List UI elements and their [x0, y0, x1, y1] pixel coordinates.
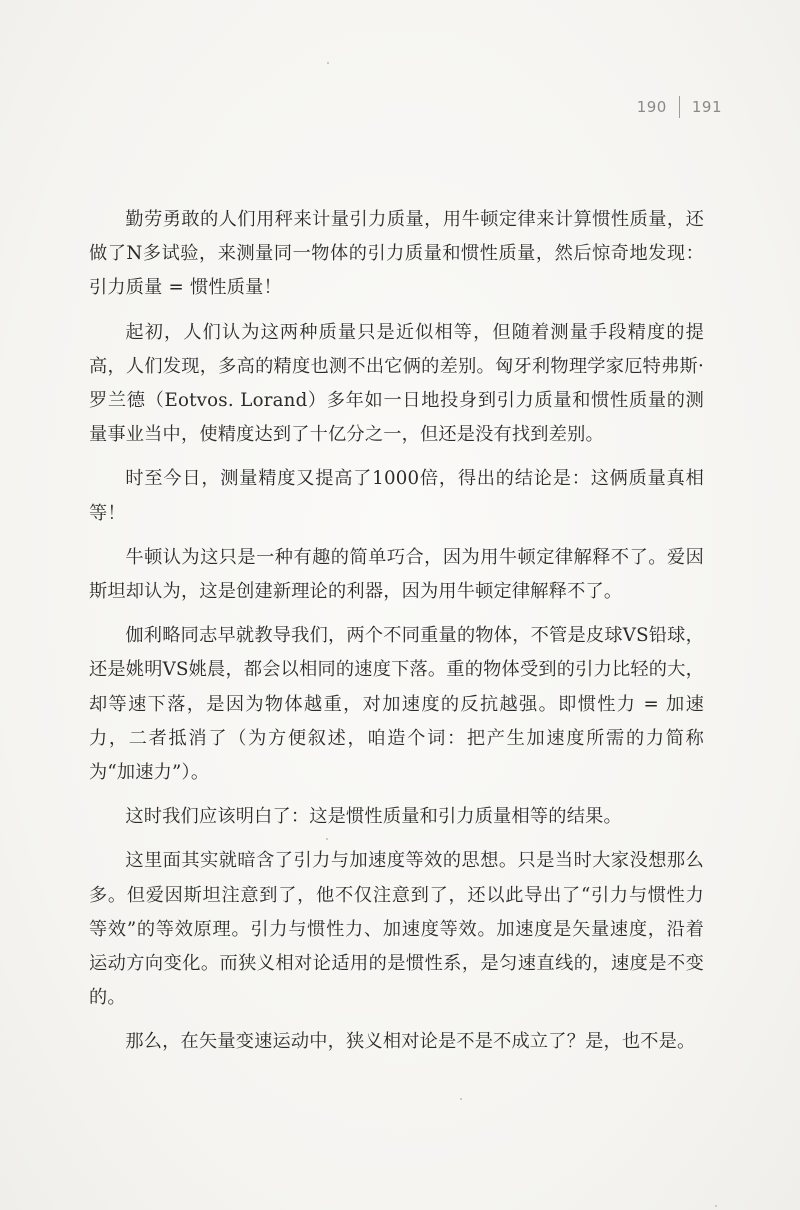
- scan-speck: [460, 1098, 462, 1100]
- paragraph-3: 时至今日，测量精度又提高了1000倍，得出的结论是：这俩质量真相等！: [89, 468, 704, 524]
- body-text: [89, 203, 704, 1060]
- right-page-number: 191: [691, 98, 722, 116]
- paragraph-6: 这时我们应该明白了：这是惯性质量和引力质量相等的结果。: [125, 806, 622, 828]
- scan-speck: [327, 62, 329, 64]
- paragraph-5: 伽利略同志早就教导我们，两个不同重量的物体，不管是皮球VS铅球，还是姚明VS姚晨，都会以相同的速度下落。重的物体受到的引力比轻的大，却等速下落，是因为物体越重，对加速度的反抗越强。即惯性力 = 加速力，二者抵消了（为方便叙述，咱造个词：把产生加速度所需的力简称为“加速力”）。: [89, 625, 704, 784]
- left-page-number: 190: [636, 98, 667, 116]
- scan-speck: [715, 1205, 717, 1207]
- paragraph-8: 那么，在矢量变速运动中，狭义相对论是不是不成立了？是，也不是。: [125, 1031, 696, 1053]
- scan-speck: [326, 838, 328, 840]
- page-number-header: [637, 96, 722, 118]
- paragraph-4: 牛顿认为这只是一种有趣的简单巧合，因为用牛顿定律解释不了。爱因斯坦却认为，这是创建新理论的利器，因为用牛顿定律解释不了。: [89, 546, 704, 603]
- page-number-divider: [679, 96, 680, 118]
- paragraph-7: 这里面其实就暗含了引力与加速度等效的思想。只是当时大家没想那么多。但爱因斯坦注意到了，他不仅注意到了，还以此导出了“引力与惯性力等效”的等效原理。引力与惯性力、加速度等效。加速度是矢量速度，沿着运动方向变化。而狭义相对论适用的是惯性系，是匀速直线的，速度是不变的。: [89, 850, 704, 1009]
- paragraph-1: 勤劳勇敢的人们用秤来计量引力质量，用牛顿定律来计算惯性质量，还做了N多试验，来测量同一物体的引力质量和惯性质量，然后惊奇地发现：引力质量 = 惯性质量！: [89, 209, 704, 299]
- paragraph-2: 起初，人们认为这两种质量只是近似相等，但随着测量手段精度的提高，人们发现，多高的精度也测不出它俩的差别。匈牙利物理学家厄特弗斯·罗兰德（Eotvos. Lorand）多年如一日地投身到引力质量和惯性质量的测量事业当中，使精度达到了十亿分之一，但还是没有找到差别。: [89, 321, 704, 446]
